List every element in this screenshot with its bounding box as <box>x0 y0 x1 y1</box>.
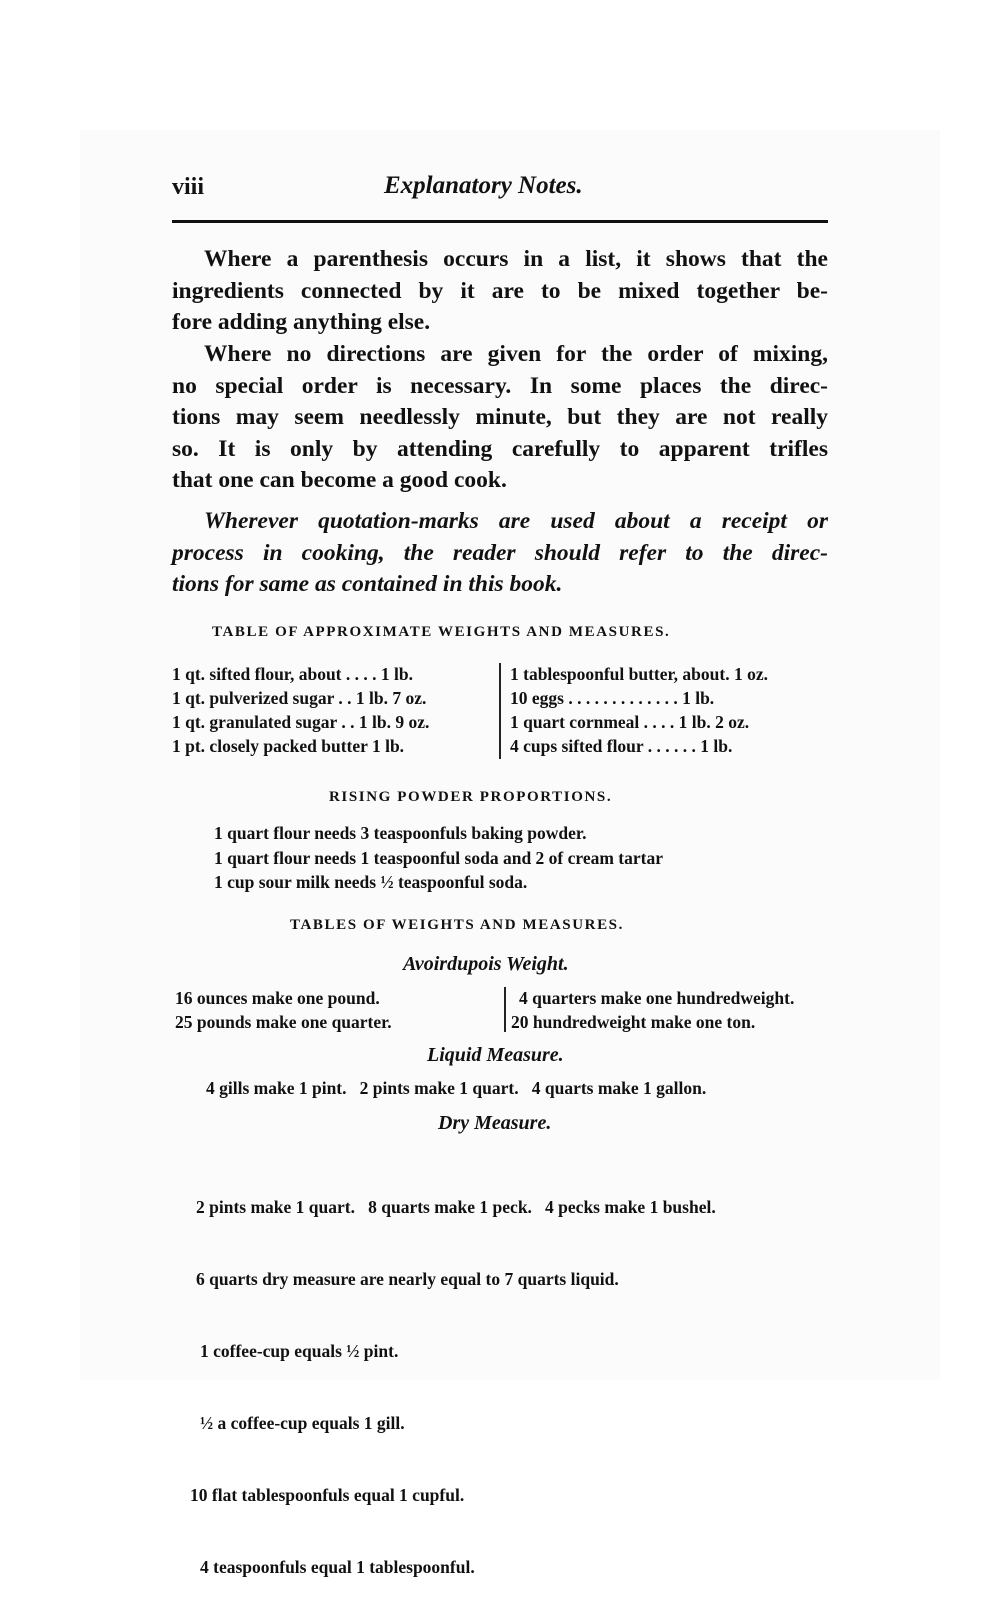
text-line: ½ a coffee-cup equals 1 gill. <box>200 1413 405 1433</box>
table-row: 1 quart cornmeal . . . . 1 lb. 2 oz. <box>510 712 750 732</box>
table-row: 20 hundredweight make one ton. <box>511 1012 756 1032</box>
approx-table-left <box>172 662 429 758</box>
rising-title: RISING POWDER PROPORTIONS. <box>329 789 613 805</box>
text-line: fore adding anything else. <box>172 309 431 335</box>
table-row: 1 tablespoonful butter, about. 1 oz. <box>510 664 768 684</box>
text-line: so. It is only by attending carefully to apparent trifles <box>172 435 828 462</box>
text-line: 1 cup sour milk needs ½ teaspoonful soda. <box>214 872 528 892</box>
text-line: 1 coffee-cup equals ½ pint. <box>200 1341 399 1361</box>
liquid-line: 4 gills make 1 pint. 2 pints make 1 quart. 4 quarts make 1 gallon. <box>206 1078 707 1098</box>
avoirdupois-left <box>175 986 392 1034</box>
column-divider <box>504 987 506 1032</box>
text-line: Where no directions are given for the order of mixing, <box>204 341 828 367</box>
table-row: 1 pt. closely packed butter 1 lb. <box>172 736 405 756</box>
approx-table-title: TABLE OF APPROXIMATE WEIGHTS AND MEASURES. <box>212 624 671 640</box>
table-row: 10 eggs . . . . . . . . . . . . . 1 lb. <box>510 688 715 708</box>
table-row: 4 cups sifted flour . . . . . . 1 lb. <box>510 736 733 756</box>
paragraph-order <box>172 339 828 497</box>
dry-lines <box>190 1147 716 1603</box>
approx-table-right <box>510 662 768 758</box>
table-row: 1 qt. sifted flour, about . . . . 1 lb. <box>172 664 413 684</box>
text-line: tions may seem needlessly minute, but they are not really <box>172 404 828 430</box>
table-row: 1 qt. pulverized sugar . . 1 lb. 7 oz. <box>172 688 427 708</box>
table-row: 1 qt. granulated sugar . . 1 lb. 9 oz. <box>172 712 430 732</box>
paragraph-parenthesis <box>172 244 828 339</box>
paragraph-quotation <box>172 506 828 601</box>
text-line: 10 flat tablespoonfuls equal 1 cupful. <box>190 1485 465 1505</box>
column-divider <box>499 663 501 759</box>
text-line: 2 pints make 1 quart. 8 quarts make 1 peck. 4 pecks make 1 bushel. <box>196 1197 716 1217</box>
text-line: ingredients connected by it are to be mixed together be- <box>172 277 828 304</box>
table-row: 25 pounds make one quarter. <box>175 1012 392 1032</box>
table-row: 4 quarters make one hundredweight. <box>519 988 795 1008</box>
text-line: process in cooking, the reader should refer to the direc- <box>172 539 828 566</box>
text-line: 1 quart flour needs 3 teaspoonfuls baking powder. <box>214 823 587 843</box>
table-row: 16 ounces make one pound. <box>175 988 380 1008</box>
text-line: Wherever quotation-marks are used about a receipt or <box>204 508 828 534</box>
header-rule <box>172 220 828 223</box>
text-line: that one can become a good cook. <box>172 467 507 493</box>
page-number: viii <box>172 174 205 200</box>
text-line: 4 teaspoonfuls equal 1 tablespoonful. <box>200 1557 475 1577</box>
avoirdupois-heading: Avoirdupois Weight. <box>403 953 569 975</box>
running-title: Explanatory Notes. <box>384 172 583 199</box>
text-line: 6 quarts dry measure are nearly equal to 7 quarts liquid. <box>196 1269 619 1289</box>
rising-lines <box>214 821 663 895</box>
liquid-heading: Liquid Measure. <box>427 1044 564 1066</box>
text-line: no special order is necessary. In some places the direc- <box>172 372 828 399</box>
avoirdupois-right <box>511 986 794 1034</box>
dry-heading: Dry Measure. <box>438 1112 552 1134</box>
text-line: Where a parenthesis occurs in a list, it shows that the <box>204 246 828 272</box>
tables-title: TABLES OF WEIGHTS AND MEASURES. <box>290 917 624 933</box>
text-line: tions for same as contained in this book. <box>172 571 563 597</box>
text-line: 1 quart flour needs 1 teaspoonful soda and 2 of cream tartar <box>214 847 664 868</box>
